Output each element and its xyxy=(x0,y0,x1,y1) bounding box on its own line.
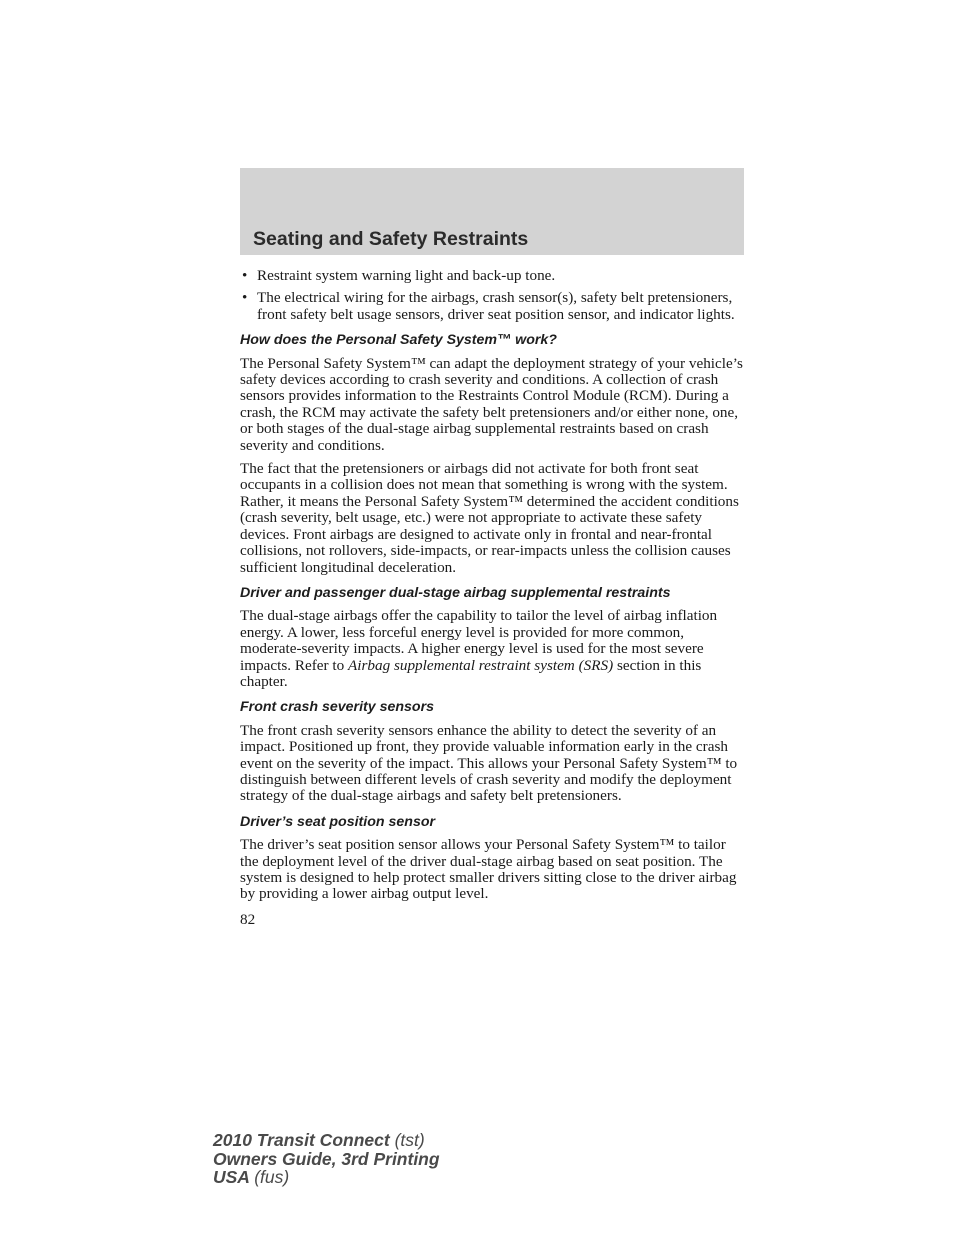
section-title: Seating and Safety Restraints xyxy=(253,228,529,250)
paragraph: The driver’s seat position sensor allows your Personal Safety System™ to tailor the deployment level of the driver dual-stage airbag based on seat position. The system is designed to help protect smaller drivers sitting close to the driver airbag by providing a lower airbag output level. xyxy=(240,836,737,903)
page-number: 82 xyxy=(240,910,256,928)
bullet-item: • Restraint system warning light and back-up tone. xyxy=(240,268,745,284)
footer-line: Owners Guide, 3rd Printing xyxy=(213,1148,440,1169)
paragraph: The fact that the pretensioners or airbags did not activate for both front seat occupants in a collision does not mean that something is wrong with the system. Rather, it means the Personal Safety System™ determined the accident conditions (crash severity, belt usage, etc.) were not appropriate to activate these safety devices. Front airbags are designed to activate only in frontal and near-frontal collisions, not rollovers, side-impacts, or rear-impacts unless the collision causes sufficient longitudinal deceleration. xyxy=(240,460,739,576)
footer-line xyxy=(213,1168,440,1187)
subheading-dual-stage-airbags: Driver and passenger dual-stage airbag supplemental restraints xyxy=(240,584,671,601)
footer-model: 2010 Transit Connect xyxy=(213,1130,390,1150)
paragraph-text: section in this chapter. xyxy=(240,656,702,690)
paragraph: The Personal Safety System™ can adapt the deployment strategy of your vehicle’s safety devices according to crash severity and conditions. A collection of crash sensors provides information to the Restraints Control Module (RCM). During a crash, the RCM may activate the safety belt pretensioners and/or either none, one, or both stages of the dual-stage airbag supplemental restraints based on crash severity and conditions. xyxy=(240,354,743,454)
bullet-item: • The electrical wiring for the airbags, crash sensor(s), safety belt pretensioners, front safety belt usage sensors, driver seat position sensor, and indicator lights. xyxy=(240,290,745,323)
bullet-list xyxy=(240,268,745,323)
subheading-how-pss-works: How does the Personal Safety System™ work? xyxy=(240,332,557,349)
footer-line xyxy=(213,1131,440,1150)
cross-reference: Airbag supplemental restraint system (SRS) xyxy=(347,656,614,674)
section-header-band xyxy=(240,168,744,255)
document-footer xyxy=(213,1131,440,1187)
subheading-front-crash-sensors: Front crash severity sensors xyxy=(240,699,434,716)
subheading-seat-position-sensor: Driver’s seat position sensor xyxy=(240,813,436,830)
page-content xyxy=(240,268,745,928)
footer-market: USA xyxy=(213,1167,250,1188)
paragraph: The front crash severity sensors enhance the ability to detect the severity of an impact. Positioned up front, they provide valuable information early in the crash event on the severity of the impact. This allows your Personal Safety System™ to distinguish between different levels of crash severity and modify the deployment strategy of the dual-stage airbags and safety belt pretensioners. xyxy=(240,721,738,805)
paragraph-text: The dual-stage airbags offer the capability to tailor the level of airbag inflation energy. A lower, less forceful energy level is provided for more common, moderate-severity impacts. A higher energy level is used for the most severe impacts. Refer to xyxy=(240,607,718,674)
paragraph xyxy=(240,608,745,690)
footer-code: (tst) xyxy=(394,1130,425,1150)
footer-code: (fus) xyxy=(254,1167,290,1188)
